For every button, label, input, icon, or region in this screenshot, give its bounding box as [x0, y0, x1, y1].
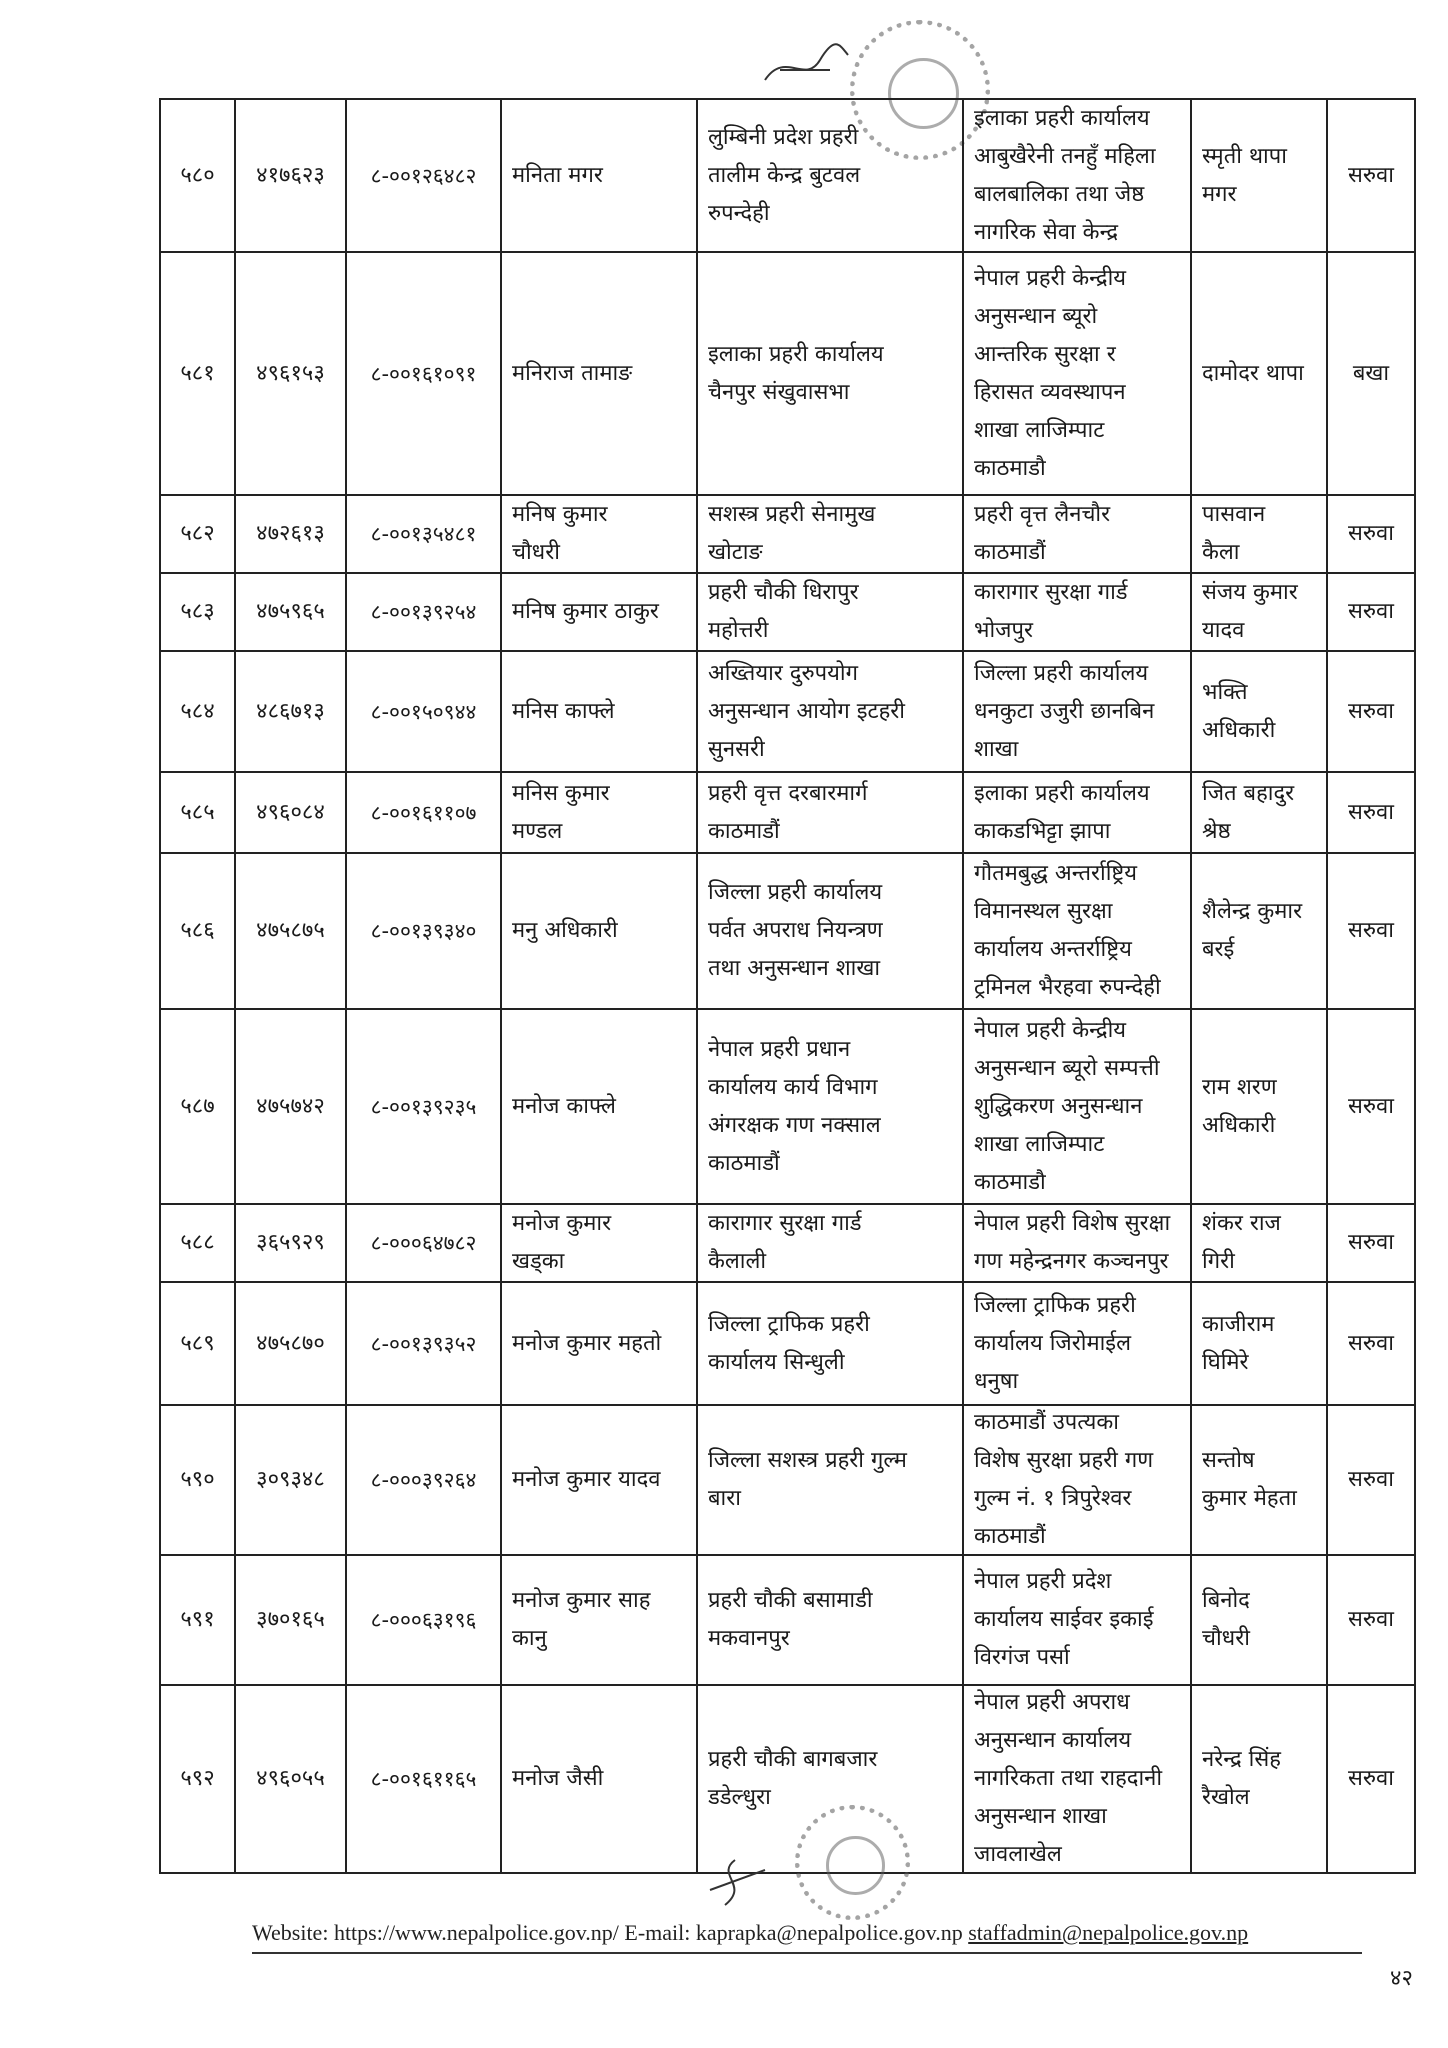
table-row	[161, 1556, 1416, 1686]
code-number-cell: ८-०००३९२६४	[347, 1406, 502, 1554]
transfer-table	[159, 98, 1416, 1874]
employee-id-cell: ४९६१५३	[236, 253, 347, 494]
transfer-type-cell: सरुवा	[1328, 773, 1416, 852]
transfer-office-cell: काठमाडौं उपत्यका विशेष सुरक्षा प्रहरी गण गुल्म नं. १ त्रिपुरेश्वर काठमाडौं	[964, 1406, 1192, 1554]
code-number-cell: ८-००१३५४८१	[347, 496, 502, 572]
table-row	[161, 574, 1416, 652]
website-link[interactable]: https://www.nepalpolice.gov.np/	[333, 1920, 619, 1945]
table-row	[161, 1406, 1416, 1556]
signature-bottom	[705, 1855, 775, 1919]
current-office-cell: प्रहरी चौकी बसामाडी मकवानपुर	[698, 1556, 964, 1684]
employee-id-cell: ४१७६२३	[236, 100, 347, 251]
code-number-cell: ८-००१५०९४४	[347, 652, 502, 771]
employee-name-cell: मनोज कुमार महतो	[502, 1283, 698, 1404]
replacement-name-cell: पासवान कैला	[1192, 496, 1328, 572]
transfer-office-cell: कारागार सुरक्षा गार्ड भोजपुर	[964, 574, 1192, 650]
transfer-type-cell: सरुवा	[1328, 1010, 1416, 1203]
current-office-cell: जिल्ला सशस्त्र प्रहरी गुल्म बारा	[698, 1406, 964, 1554]
transfer-office-cell: नेपाल प्रहरी केन्द्रीय अनुसन्धान ब्यूरो आन्तरिक सुरक्षा र हिरासत व्यवस्थापन शाखा लाजिम्पाट काठमाडौ	[964, 253, 1192, 494]
serial-number-cell: ५८९	[161, 1283, 236, 1404]
transfer-office-cell: नेपाल प्रहरी अपराध अनुसन्धान कार्यालय नागरिकता तथा राहदानी अनुसन्धान शाखा जावलाखेल	[964, 1686, 1192, 1872]
replacement-name-cell: राम शरण अधिकारी	[1192, 1010, 1328, 1203]
code-number-cell: ८-००१३९२३५	[347, 1010, 502, 1203]
serial-number-cell: ५८३	[161, 574, 236, 650]
employee-id-cell: ४९६०५५	[236, 1686, 347, 1872]
transfer-type-cell: सरुवा	[1328, 854, 1416, 1008]
serial-number-cell: ५९१	[161, 1556, 236, 1684]
replacement-name-cell: दामोदर थापा	[1192, 253, 1328, 494]
current-office-cell: जिल्ला प्रहरी कार्यालय पर्वत अपराध नियन्त्रण तथा अनुसन्धान शाखा	[698, 854, 964, 1008]
current-office-cell: जिल्ला ट्राफिक प्रहरी कार्यालय सिन्धुली	[698, 1283, 964, 1404]
replacement-name-cell: शैलेन्द्र कुमार बरई	[1192, 854, 1328, 1008]
current-office-cell: नेपाल प्रहरी प्रधान कार्यालय कार्य विभाग अंगरक्षक गण नक्साल काठमाडौं	[698, 1010, 964, 1203]
employee-name-cell: मनिता मगर	[502, 100, 698, 251]
employee-name-cell: मनिष कुमार ठाकुर	[502, 574, 698, 650]
employee-name-cell: मनोज जैसी	[502, 1686, 698, 1872]
code-number-cell: ८-००१३९३५२	[347, 1283, 502, 1404]
current-office-cell: प्रहरी चौकी धिरापुर महोत्तरी	[698, 574, 964, 650]
table-row	[161, 773, 1416, 854]
serial-number-cell: ५८६	[161, 854, 236, 1008]
employee-id-cell: ४७५८७०	[236, 1283, 347, 1404]
replacement-name-cell: नरेन्द्र सिंह रैखोल	[1192, 1686, 1328, 1872]
employee-id-cell: ४७५८७५	[236, 854, 347, 1008]
serial-number-cell: ५८१	[161, 253, 236, 494]
code-number-cell: ८-००१२६४८२	[347, 100, 502, 251]
replacement-name-cell: सन्तोष कुमार मेहता	[1192, 1406, 1328, 1554]
serial-number-cell: ५८७	[161, 1010, 236, 1203]
employee-name-cell: मनिराज तामाङ	[502, 253, 698, 494]
code-number-cell: ८-०००६३१९६	[347, 1556, 502, 1684]
transfer-type-cell: सरुवा	[1328, 1406, 1416, 1554]
table-row	[161, 1686, 1416, 1874]
website-label: Website:	[252, 1920, 329, 1945]
transfer-type-cell: बखा	[1328, 253, 1416, 494]
serial-number-cell: ५८०	[161, 100, 236, 251]
transfer-office-cell: गौतमबुद्ध अन्तर्राष्ट्रिय विमानस्थल सुरक्षा कार्यालय अन्तर्राष्ट्रिय ट्रमिनल भैरहवा रुपन्देही	[964, 854, 1192, 1008]
email-link-1[interactable]: kaprapka@nepalpolice.gov.np	[695, 1920, 963, 1945]
transfer-type-cell: सरुवा	[1328, 1283, 1416, 1404]
serial-number-cell: ५८२	[161, 496, 236, 572]
employee-name-cell: मनिस कुमार मण्डल	[502, 773, 698, 852]
transfer-office-cell: इलाका प्रहरी कार्यालय काकडभिट्टा झापा	[964, 773, 1192, 852]
current-office-cell: प्रहरी वृत्त दरबारमार्ग काठमाडौं	[698, 773, 964, 852]
email-label: E-mail:	[624, 1920, 691, 1945]
transfer-type-cell: सरुवा	[1328, 1205, 1416, 1281]
employee-name-cell: मनिस काफ्ले	[502, 652, 698, 771]
current-office-cell: कारागार सुरक्षा गार्ड कैलाली	[698, 1205, 964, 1281]
current-office-cell: सशस्त्र प्रहरी सेनामुख खोटाङ	[698, 496, 964, 572]
employee-name-cell: मनोज कुमार यादव	[502, 1406, 698, 1554]
employee-id-cell: ४७५७४२	[236, 1010, 347, 1203]
footer-divider	[252, 1952, 1362, 1954]
employee-name-cell: मनोज कुमार साह कानु	[502, 1556, 698, 1684]
employee-id-cell: ३६५९२९	[236, 1205, 347, 1281]
code-number-cell: ८-००१३९२५४	[347, 574, 502, 650]
table-row	[161, 1283, 1416, 1406]
employee-id-cell: ३०९३४८	[236, 1406, 347, 1554]
signature-top	[760, 40, 850, 94]
employee-name-cell: मनोज काफ्ले	[502, 1010, 698, 1203]
replacement-name-cell: संजय कुमार यादव	[1192, 574, 1328, 650]
transfer-type-cell: सरुवा	[1328, 100, 1416, 251]
transfer-office-cell: नेपाल प्रहरी प्रदेश कार्यालय साईवर इकाई विरगंज पर्सा	[964, 1556, 1192, 1684]
transfer-office-cell: नेपाल प्रहरी विशेष सुरक्षा गण महेन्द्रनगर कञ्चनपुर	[964, 1205, 1192, 1281]
employee-name-cell: मनोज कुमार खड्का	[502, 1205, 698, 1281]
transfer-type-cell: सरुवा	[1328, 1686, 1416, 1872]
replacement-name-cell: शंकर राज गिरी	[1192, 1205, 1328, 1281]
serial-number-cell: ५८५	[161, 773, 236, 852]
table-row	[161, 652, 1416, 773]
code-number-cell: ८-००१६११०७	[347, 773, 502, 852]
replacement-name-cell: काजीराम घिमिरे	[1192, 1283, 1328, 1404]
employee-id-cell: ४९६०८४	[236, 773, 347, 852]
replacement-name-cell: जित बहादुर श्रेष्ठ	[1192, 773, 1328, 852]
code-number-cell: ८-००१६१०९१	[347, 253, 502, 494]
current-office-cell: इलाका प्रहरी कार्यालय चैनपुर संखुवासभा	[698, 253, 964, 494]
email-link-2[interactable]: staffadmin@nepalpolice.gov.np	[968, 1920, 1249, 1945]
table-row	[161, 1205, 1416, 1283]
table-row	[161, 854, 1416, 1010]
serial-number-cell: ५८४	[161, 652, 236, 771]
transfer-type-cell: सरुवा	[1328, 652, 1416, 771]
employee-id-cell: ४८६७१३	[236, 652, 347, 771]
transfer-office-cell: प्रहरी वृत्त लैनचौर काठमाडौं	[964, 496, 1192, 572]
employee-name-cell: मनु अधिकारी	[502, 854, 698, 1008]
replacement-name-cell: बिनोद चौधरी	[1192, 1556, 1328, 1684]
employee-id-cell: ३७०१६५	[236, 1556, 347, 1684]
employee-name-cell: मनिष कुमार चौधरी	[502, 496, 698, 572]
table-row	[161, 253, 1416, 496]
serial-number-cell: ५९२	[161, 1686, 236, 1872]
employee-id-cell: ४७५९६५	[236, 574, 347, 650]
serial-number-cell: ५८८	[161, 1205, 236, 1281]
signature-icon	[760, 40, 850, 90]
employee-id-cell: ४७२६१३	[236, 496, 347, 572]
current-office-cell: प्रहरी चौकी बागबजार डडेल्धुरा	[698, 1686, 964, 1872]
table-row	[161, 100, 1416, 253]
code-number-cell: ८-००१६११६५	[347, 1686, 502, 1872]
signature-icon	[705, 1855, 775, 1915]
current-office-cell: अख्तियार दुरुपयोग अनुसन्धान आयोग इटहरी सुनसरी	[698, 652, 964, 771]
official-stamp-bottom	[795, 1805, 910, 1920]
transfer-office-cell: नेपाल प्रहरी केन्द्रीय अनुसन्धान ब्यूरो सम्पत्ती शुद्धिकरण अनुसन्धान शाखा लाजिम्पाट काठमाडौ	[964, 1010, 1192, 1203]
footer-contact	[252, 1920, 1248, 1946]
transfer-office-cell: इलाका प्रहरी कार्यालय आबुखैरेनी तनहुँ महिला बालबालिका तथा जेष्ठ नागरिक सेवा केन्द्र	[964, 100, 1192, 251]
table-row	[161, 496, 1416, 574]
transfer-type-cell: सरुवा	[1328, 1556, 1416, 1684]
current-office-cell: लुम्बिनी प्रदेश प्रहरी तालीम केन्द्र बुटवल रुपन्देही	[698, 100, 964, 251]
table-row	[161, 1010, 1416, 1205]
page-number: ४२	[1390, 1966, 1413, 1991]
transfer-office-cell: जिल्ला प्रहरी कार्यालय धनकुटा उजुरी छानबिन शाखा	[964, 652, 1192, 771]
code-number-cell: ८-०००६४७८२	[347, 1205, 502, 1281]
transfer-type-cell: सरुवा	[1328, 574, 1416, 650]
code-number-cell: ८-००१३९३४०	[347, 854, 502, 1008]
transfer-office-cell: जिल्ला ट्राफिक प्रहरी कार्यालय जिरोमाईल धनुषा	[964, 1283, 1192, 1404]
replacement-name-cell: स्मृती थापा मगर	[1192, 100, 1328, 251]
serial-number-cell: ५९०	[161, 1406, 236, 1554]
transfer-type-cell: सरुवा	[1328, 496, 1416, 572]
replacement-name-cell: भक्ति अधिकारी	[1192, 652, 1328, 771]
